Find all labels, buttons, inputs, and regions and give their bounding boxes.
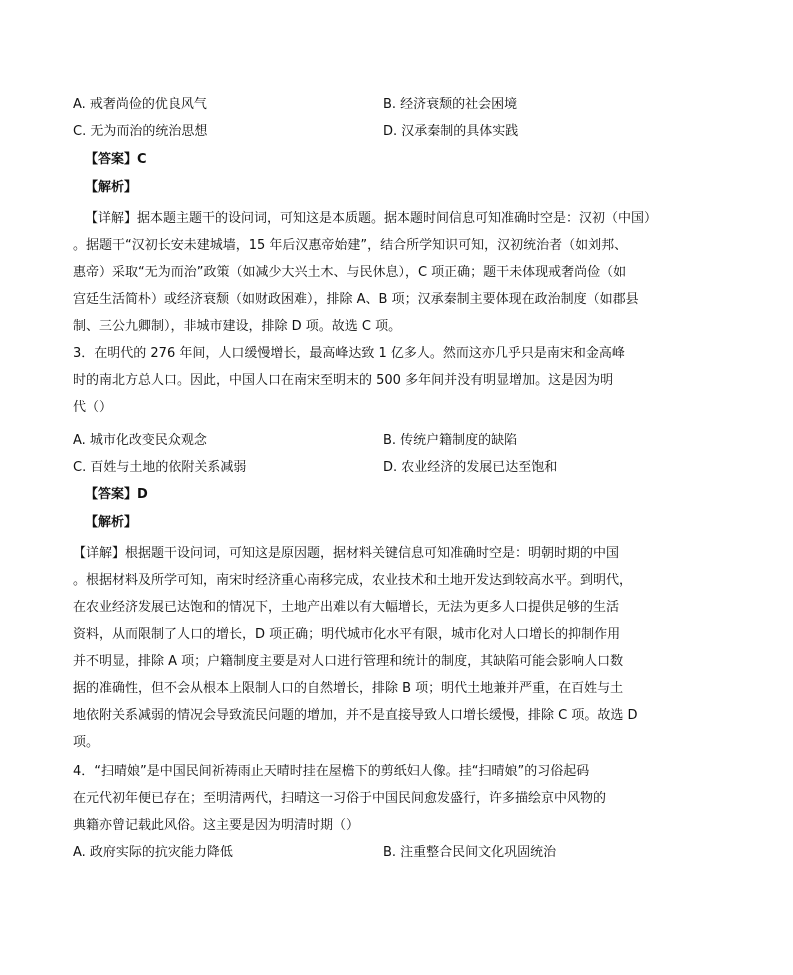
q3-stem-line-2: 时的南北方总人口。因此，中国人口在南宋至明末的 500 多年间并没有明显增加。这是因为明 (73, 373, 614, 388)
q2-detail (73, 205, 667, 340)
q3-detail-line-8: 项。 (73, 735, 100, 750)
q3-option-row-2 (73, 459, 733, 477)
q3-answer: 【答案】D (85, 487, 148, 502)
q4-option-b: B. 注重整合民间文化巩固统治 (383, 845, 557, 860)
q2-answer: 【答案】C (85, 152, 147, 167)
q3-stem (73, 340, 667, 421)
q3-option-c: C. 百姓与土地的依附关系减弱 (73, 460, 247, 475)
q2-option-b: B. 经济衰颓的社会困境 (383, 97, 518, 112)
q2-analysis-label: 【解析】 (85, 180, 138, 195)
q2-detail-line-4: 宫廷生活简朴）或经济衰颓（如财政困难），排除 A、B 项；汉承秦制主要体现在政治制度（如郡县 (73, 292, 639, 307)
q4-stem-line-2: 在元代初年便已存在；至明清两代，扫晴这一习俗于中国民间愈发盛行，许多描绘京中风物的 (73, 791, 607, 806)
q4-stem (73, 758, 667, 839)
q3-detail-line-3: 在农业经济发展已达饱和的情况下，土地产出难以有大幅增长，无法为更多人口提供足够的生活 (73, 600, 620, 615)
q3-detail-line-5: 并不明显，排除 A 项；户籍制度主要是对人口进行管理和统计的制度，其缺陷可能会影响人口数 (73, 654, 624, 669)
q2-detail-line-3: 惠帝）采取“无为而治”政策（如减少大兴土木、与民休息），C 项正确；题干未体现戒奢尚俭（如 (73, 265, 627, 280)
q2-detail-line-1: 【详解】据本题主题干的设问词，可知这是本质题。据本题时间信息可知准确时空是：汉初（中国） (85, 211, 658, 226)
q4-stem-line-3: 典籍亦曾记载此风俗。这主要是因为明清时期（） (73, 818, 360, 833)
q3-detail-line-6: 据的准确性，但不会从根本上限制人口的自然增长，排除 B 项；明代土地兼并严重，在百姓与土 (73, 681, 624, 696)
q3-option-d: D. 农业经济的发展已达至饱和 (383, 460, 558, 475)
q3-option-b: B. 传统户籍制度的缺陷 (383, 433, 518, 448)
q3-option-row-1 (73, 432, 733, 450)
q3-detail-line-2: 。根据材料及所学可知，南宋时经济重心南移完成，农业技术和土地开发达到较高水平。到明代， (73, 573, 633, 588)
q2-detail-line-5: 制、三公九卿制），非城市建设，排除 D 项。故选 C 项。 (73, 319, 402, 334)
q3-stem-line-1: 3．在明代的 276 年间，人口缓慢增长，最高峰达致 1 亿多人。然而这亦几乎只是南宋和金高峰 (73, 346, 625, 361)
q3-stem-line-3: 代（） (73, 400, 113, 415)
q3-detail-line-4: 资料，从而限制了人口的增长，D 项正确；明代城市化水平有限，城市化对人口增长的抑制作用 (73, 627, 621, 642)
q2-option-c: C. 无为而治的统治思想 (73, 124, 208, 139)
q3-detail-line-7: 地依附关系减弱的情况会导致流民问题的增加，并不是直接导致人口增长缓慢，排除 C 项。故选 D (73, 708, 638, 723)
q4-option-a: A. 政府实际的抗灾能力降低 (73, 845, 233, 860)
q2-option-row-2 (73, 123, 733, 141)
q2-detail-line-2: 。据题干“汉初长安未建城墙，15 年后汉惠帝始建”，结合所学知识可知，汉初统治者（如刘邦、 (73, 238, 628, 253)
q3-detail (73, 540, 667, 756)
q3-option-a: A. 城市化改变民众观念 (73, 433, 207, 448)
q2-option-row-1 (73, 96, 733, 114)
q4-option-row-1 (73, 844, 733, 862)
q3-detail-line-1: 【详解】根据题干设问词，可知这是原因题，据材料关键信息可知准确时空是：明朝时期的中国 (73, 546, 620, 561)
q3-analysis-label: 【解析】 (85, 515, 138, 530)
q2-option-d: D. 汉承秦制的具体实践 (383, 124, 519, 139)
q2-option-a: A. 戒奢尚俭的优良风气 (73, 97, 207, 112)
q4-stem-line-1: 4．“扫晴娘”是中国民间祈祷雨止天晴时挂在屋檐下的剪纸妇人像。挂“扫晴娘”的习俗起码 (73, 764, 590, 779)
